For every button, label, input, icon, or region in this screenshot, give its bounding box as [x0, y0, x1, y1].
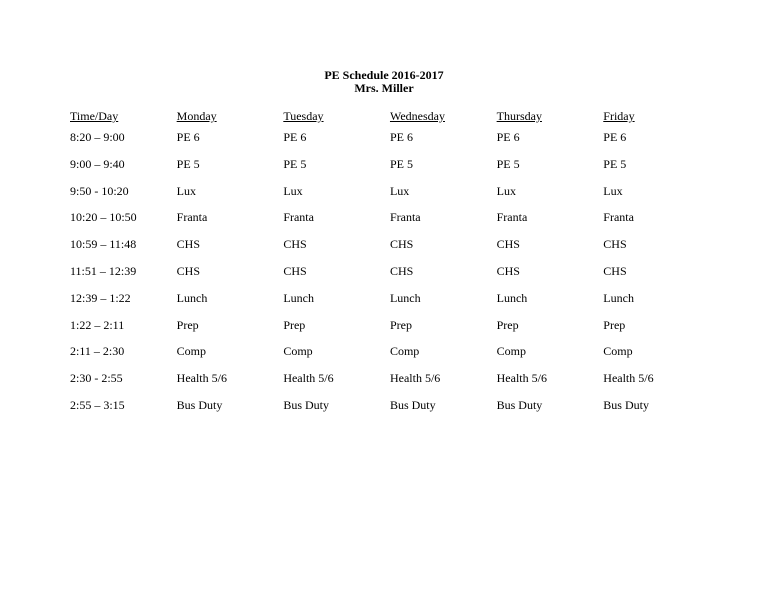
- tuesday-cell: Health 5/6: [283, 371, 334, 386]
- monday-cell: PE 6: [176, 130, 200, 144]
- friday-cell: Lunch: [603, 290, 634, 305]
- wednesday-cell: PE 6: [389, 130, 413, 144]
- monday-cell: Lunch: [176, 290, 208, 305]
- thursday-cell: Comp: [496, 344, 526, 359]
- tuesday-cell: PE 5: [283, 156, 307, 171]
- header-friday: Friday: [603, 109, 635, 123]
- thursday-cell: Lunch: [496, 290, 528, 305]
- title-block: [0, 69, 768, 95]
- thursday-cell: Prep: [496, 317, 519, 332]
- header-row: [70, 110, 710, 131]
- friday-cell: Lux: [603, 183, 623, 198]
- thursday-cell: PE 6: [496, 130, 520, 144]
- thursday-cell: CHS: [496, 237, 520, 252]
- header-thursday: Thursday: [496, 109, 542, 123]
- monday-cell: Prep: [176, 317, 199, 332]
- time-cell: 10:20 – 10:50: [70, 210, 137, 225]
- time-cell: 12:39 – 1:22: [70, 290, 131, 305]
- friday-cell: CHS: [603, 237, 627, 252]
- wednesday-cell: Lux: [389, 183, 410, 198]
- header-monday: Monday: [176, 109, 217, 123]
- document-subtitle: Mrs. Miller: [354, 81, 414, 95]
- monday-cell: PE 5: [176, 156, 200, 171]
- time-cell: 11:51 – 12:39: [70, 263, 137, 278]
- time-cell: 8:20 – 9:00: [70, 130, 125, 144]
- time-cell: 2:11 – 2:30: [70, 344, 125, 359]
- table-row: [70, 345, 710, 372]
- friday-cell: PE 5: [603, 156, 627, 171]
- schedule-table: [70, 110, 710, 426]
- thursday-cell: Lux: [496, 183, 516, 198]
- monday-cell: Health 5/6: [176, 371, 227, 386]
- friday-cell: Health 5/6: [603, 371, 654, 386]
- table-row: [70, 158, 710, 185]
- friday-cell: PE 6: [603, 130, 627, 144]
- tuesday-cell: Franta: [283, 210, 314, 225]
- wednesday-cell: CHS: [389, 263, 414, 278]
- tuesday-cell: Prep: [283, 317, 306, 332]
- thursday-cell: Franta: [496, 210, 528, 225]
- wednesday-cell: Franta: [389, 210, 421, 225]
- wednesday-cell: CHS: [389, 237, 414, 252]
- thursday-cell: CHS: [496, 263, 520, 278]
- tuesday-cell: Lux: [283, 183, 303, 198]
- wednesday-cell: Bus Duty: [389, 397, 436, 412]
- friday-cell: Comp: [603, 344, 633, 359]
- friday-cell: Prep: [603, 317, 626, 332]
- thursday-cell: PE 5: [496, 156, 520, 171]
- friday-cell: Bus Duty: [603, 397, 649, 412]
- wednesday-cell: Prep: [389, 317, 412, 332]
- monday-cell: Comp: [176, 344, 206, 359]
- time-cell: 10:59 – 11:48: [70, 237, 137, 252]
- table-row: [70, 238, 710, 265]
- tuesday-cell: Comp: [283, 344, 313, 359]
- table-row: [70, 131, 710, 158]
- wednesday-cell: Lunch: [389, 290, 421, 305]
- table-row: [70, 265, 710, 292]
- time-cell: 9:00 – 9:40: [70, 156, 125, 171]
- table-row: [70, 185, 710, 212]
- monday-cell: CHS: [176, 237, 200, 252]
- monday-cell: Bus Duty: [176, 397, 223, 412]
- header-tuesday: Tuesday: [283, 109, 324, 123]
- table-row: [70, 399, 710, 426]
- wednesday-cell: Comp: [389, 344, 420, 359]
- time-cell: 2:30 - 2:55: [70, 371, 123, 386]
- tuesday-cell: PE 6: [283, 130, 307, 144]
- tuesday-cell: CHS: [283, 263, 307, 278]
- header-time-day: Time/Day: [70, 109, 119, 123]
- tuesday-cell: Lunch: [283, 290, 314, 305]
- wednesday-cell: Health 5/6: [389, 371, 441, 386]
- time-cell: 2:55 – 3:15: [70, 397, 125, 412]
- tuesday-cell: Bus Duty: [283, 397, 329, 412]
- tuesday-cell: CHS: [283, 237, 307, 252]
- thursday-cell: Health 5/6: [496, 371, 547, 386]
- header-wednesday: Wednesday: [389, 109, 445, 123]
- monday-cell: CHS: [176, 263, 200, 278]
- time-cell: 1:22 – 2:11: [70, 317, 125, 332]
- table-row: [70, 211, 710, 238]
- thursday-cell: Bus Duty: [496, 397, 543, 412]
- monday-cell: Lux: [176, 183, 196, 198]
- wednesday-cell: PE 5: [389, 156, 413, 171]
- table-row: [70, 372, 710, 399]
- time-cell: 9:50 - 10:20: [70, 183, 129, 198]
- friday-cell: Franta: [603, 210, 634, 225]
- friday-cell: CHS: [603, 263, 627, 278]
- table-row: [70, 319, 710, 346]
- table-row: [70, 292, 710, 319]
- document-title: PE Schedule 2016-2017: [324, 68, 444, 82]
- monday-cell: Franta: [176, 210, 208, 225]
